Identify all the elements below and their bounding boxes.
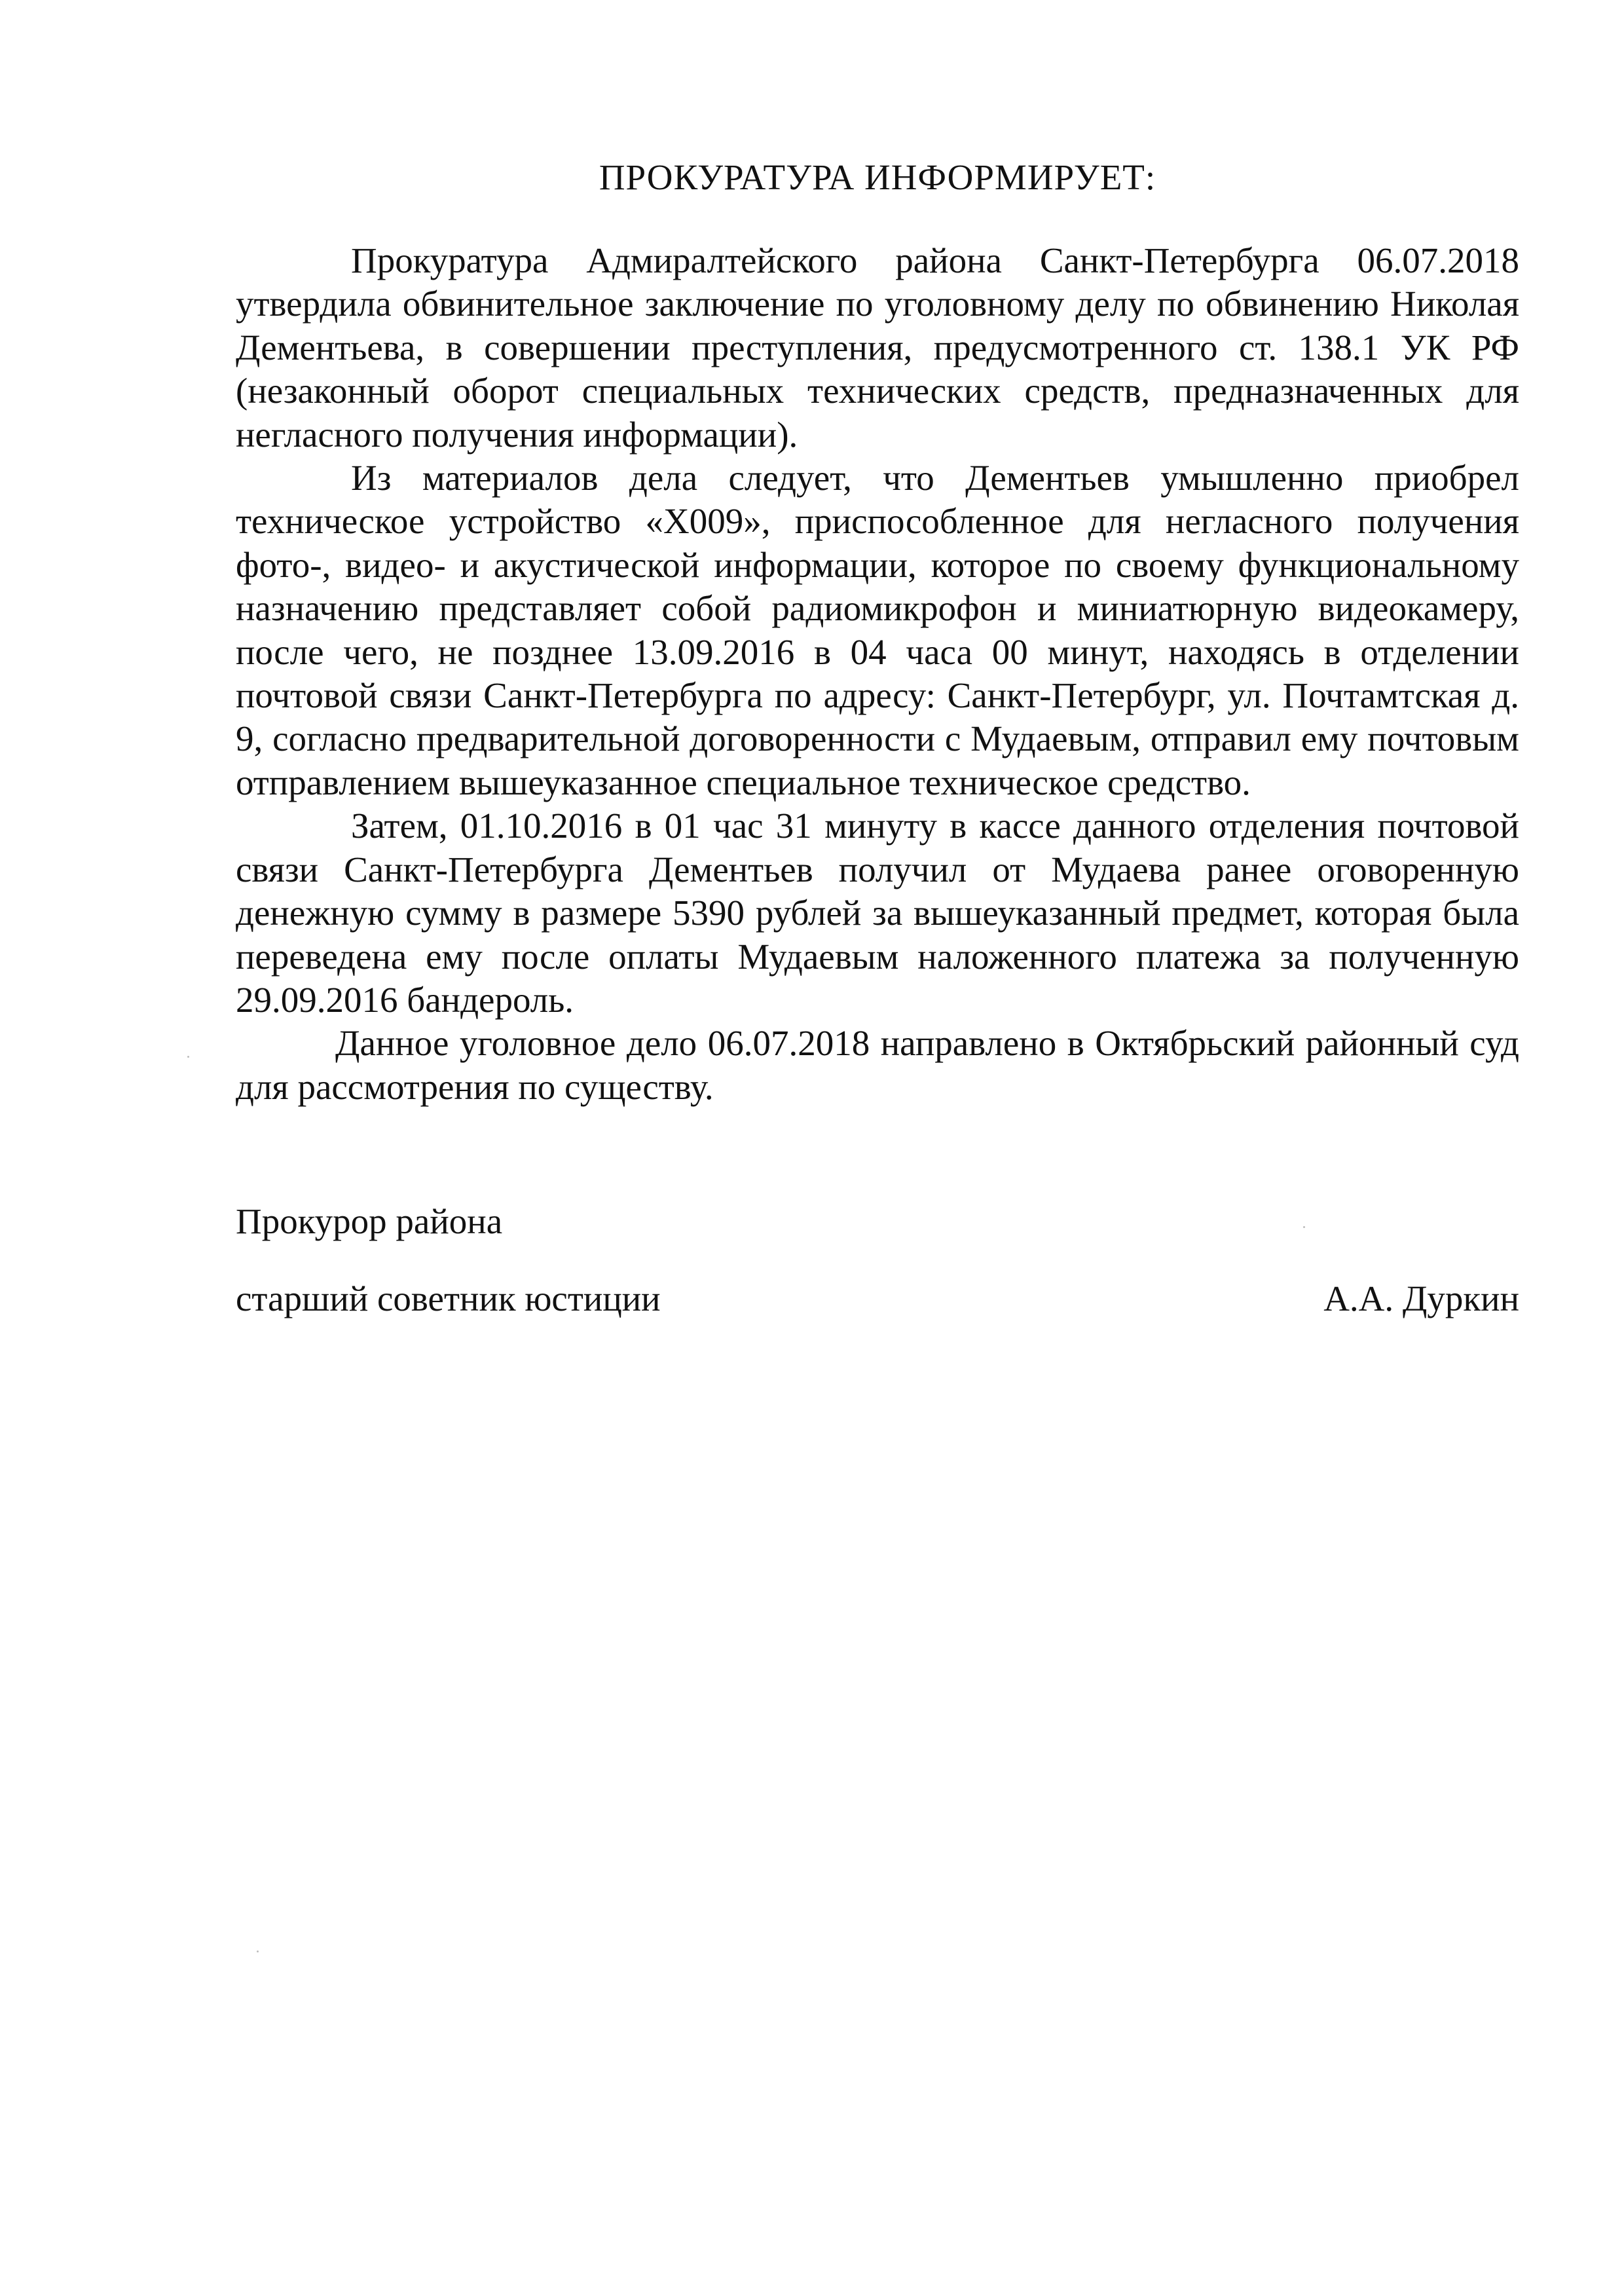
scan-speck xyxy=(257,1950,259,1952)
signature-position-line xyxy=(236,1200,1519,1243)
signature-rank: старший советник юстиции xyxy=(236,1278,661,1318)
signature-position: Прокурор района xyxy=(236,1201,503,1241)
document-body xyxy=(236,239,1519,1109)
paragraph-3: Затем, 01.10.2016 в 01 час 31 минуту в кассе данного отделения почтовой связи Санкт-Петербурга Дементьев получил от Мудаева ранее оговоренную денежную сумму в размере 5390 рублей за вышеуказанный предмет, которая была переведена ему после оплаты Мудаевым наложенного платежа за полученную 29.09.2016 бандероль. xyxy=(236,806,1519,1020)
paragraph-2: Из материалов дела следует, что Дементьев умышленно приобрел техническое устройство «Х009», приспособленное для негласного получения фото-, видео- и акустической информации, которое по своему функциональному назначению представляет собой радиомикрофон и миниатюрную видеокамеру, после чего, не позднее 13.09.2016 в 04 часа 00 минут, находясь в отделении почтовой связи Санкт-Петербурга по адресу: Санкт-Петербург, ул. Почтамтская д. 9, согласно предварительной договоренности с Мудаевым, отправил ему почтовым отправлением вышеуказанное специальное техническое средство. xyxy=(236,458,1519,802)
signature-name: А.А. Дуркин xyxy=(1323,1278,1519,1318)
document-title: ПРОКУРАТУРА ИНФОРМИРУЕТ: xyxy=(599,157,1156,197)
signature-rank-line xyxy=(236,1277,1519,1320)
scan-speck xyxy=(187,1056,189,1058)
paragraph-4: Данное уголовное дело 06.07.2018 направлено в Октябрьский районный суд для рассмотрения по существу. xyxy=(236,1023,1519,1107)
scan-speck xyxy=(1303,1226,1305,1228)
paragraph-1: Прокуратура Адмиралтейского района Санкт-Петербурга 06.07.2018 утвердила обвинительное заключение по уголовному делу по обвинению Николая Дементьева, в совершении преступления, предусмотренного ст. 138.1 УК РФ (незаконный оборот специальных технических средств, предназначенных для негласного получения информации). xyxy=(236,240,1519,455)
